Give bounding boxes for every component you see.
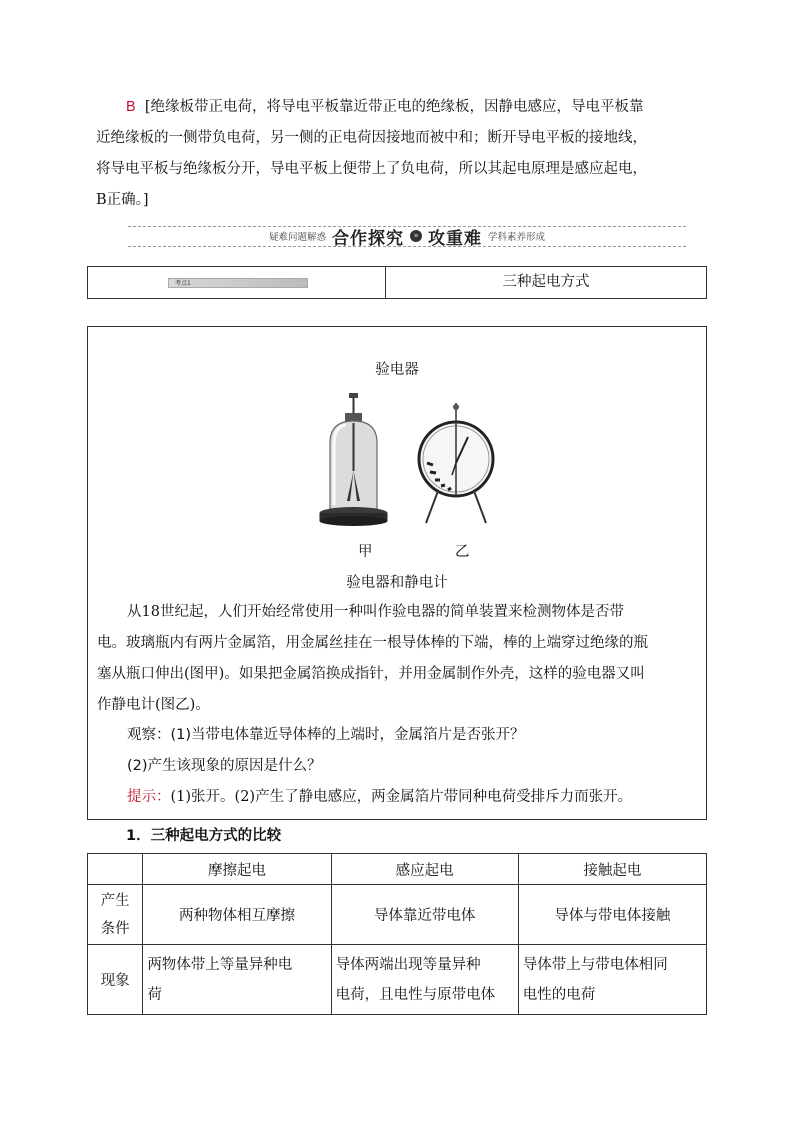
table-row-label (88, 885, 143, 945)
cell-line: 荷 (147, 986, 162, 1003)
double-arrow-icon: » (410, 230, 422, 242)
table-cell: 导体靠近带电体 (331, 885, 518, 945)
cell-line: 导体带上与带电体相同 (522, 956, 668, 973)
banner-rule-bottom (128, 246, 686, 247)
cell-line: 两物体带上等量异种电 (147, 956, 293, 973)
table-cell: 两种物体相互摩擦 (143, 885, 331, 945)
question-1: 观察：(1)当带电体靠近导体棒的上端时，金属箔片是否张开？ (127, 727, 525, 743)
reading-line-2: 电。玻璃瓶内有两片金属箔，用金属丝挂在一根导体棒的下端，棒的上端穿过绝缘的瓶 (97, 635, 648, 651)
table-header-empty (88, 854, 143, 885)
cell-line: 电荷，且电性与原带电体 (335, 986, 496, 1003)
table-header-induction: 感应起电 (331, 854, 518, 885)
table-cell: 导体与带电体接触 (518, 885, 706, 945)
table-cell (518, 945, 706, 1015)
answer-line-4: B正确。] (96, 192, 149, 208)
cell-line: 导体两端出现等量异种 (335, 956, 481, 973)
answer-text-1: [绝缘板带正电荷，将导电平板靠近带正电的绝缘板，因静电感应，导电平板靠 (144, 99, 644, 115)
table-row (88, 945, 707, 1015)
topic-tag-bar (168, 278, 308, 288)
banner-title-a: 合作探究 (332, 228, 404, 249)
electrometer-illustration (416, 401, 496, 527)
answer-line-3: 将导电平板与绝缘板分开，导电平板上便带上了负电荷，所以其起电原理是感应起电， (96, 161, 647, 177)
table-header-friction: 摩擦起电 (143, 854, 331, 885)
table-header-row (88, 854, 707, 885)
section-title: 1．三种起电方式的比较 (126, 828, 282, 844)
figure-heading: 验电器 (375, 362, 419, 378)
comparison-table (87, 853, 707, 1015)
question-2: (2)产生该现象的原因是什么？ (127, 758, 322, 774)
section-banner (128, 226, 686, 249)
table-row (88, 885, 707, 945)
figure-label-yi: 乙 (455, 544, 470, 560)
answer-line-2: 近绝缘板的一侧带负电荷，另一侧的正电荷因接地而被中和；断开导电平板的接地线， (96, 130, 647, 146)
table-cell (143, 945, 331, 1015)
hint-text: (1)张开。(2)产生了静电感应，两金属箔片带同种电荷受排斥力而张开。 (170, 789, 633, 805)
reading-box (87, 326, 707, 820)
row-label-line-2: 条件 (100, 920, 130, 937)
cell-line: 电性的电荷 (522, 986, 596, 1003)
hint-label: 提示： (127, 789, 171, 805)
topic-tag: 考点1 (175, 280, 191, 287)
answer-line-1 (126, 97, 644, 117)
table-cell (331, 945, 518, 1015)
reading-line-1: 从18世纪起，人们开始经常使用一种叫作验电器的简单装置来检测物体是否带 (127, 604, 624, 620)
reading-line-3: 塞从瓶口伸出(图甲)。如果把金属箔换成指针，并用金属制作外壳，这样的验电器又叫 (97, 666, 645, 682)
banner-title-b: 攻重难 (428, 228, 482, 249)
banner-right-text: 学科素养形成 (488, 232, 546, 243)
row-label-line-1: 产生 (100, 892, 130, 909)
answer-letter: B (126, 99, 136, 115)
electroscope-illustration (316, 391, 391, 528)
figure-caption: 验电器和静电计 (346, 575, 448, 591)
reading-line-4: 作静电计(图乙)。 (97, 697, 210, 713)
table-row-label: 现象 (88, 945, 143, 1015)
topic-header (87, 266, 707, 299)
table-header-contact: 接触起电 (518, 854, 706, 885)
figure-label-jia: 甲 (358, 544, 373, 560)
topic-title: 三种起电方式 (502, 274, 590, 290)
banner-left-text: 疑难问题解惑 (268, 232, 326, 243)
hint-line (127, 787, 632, 807)
